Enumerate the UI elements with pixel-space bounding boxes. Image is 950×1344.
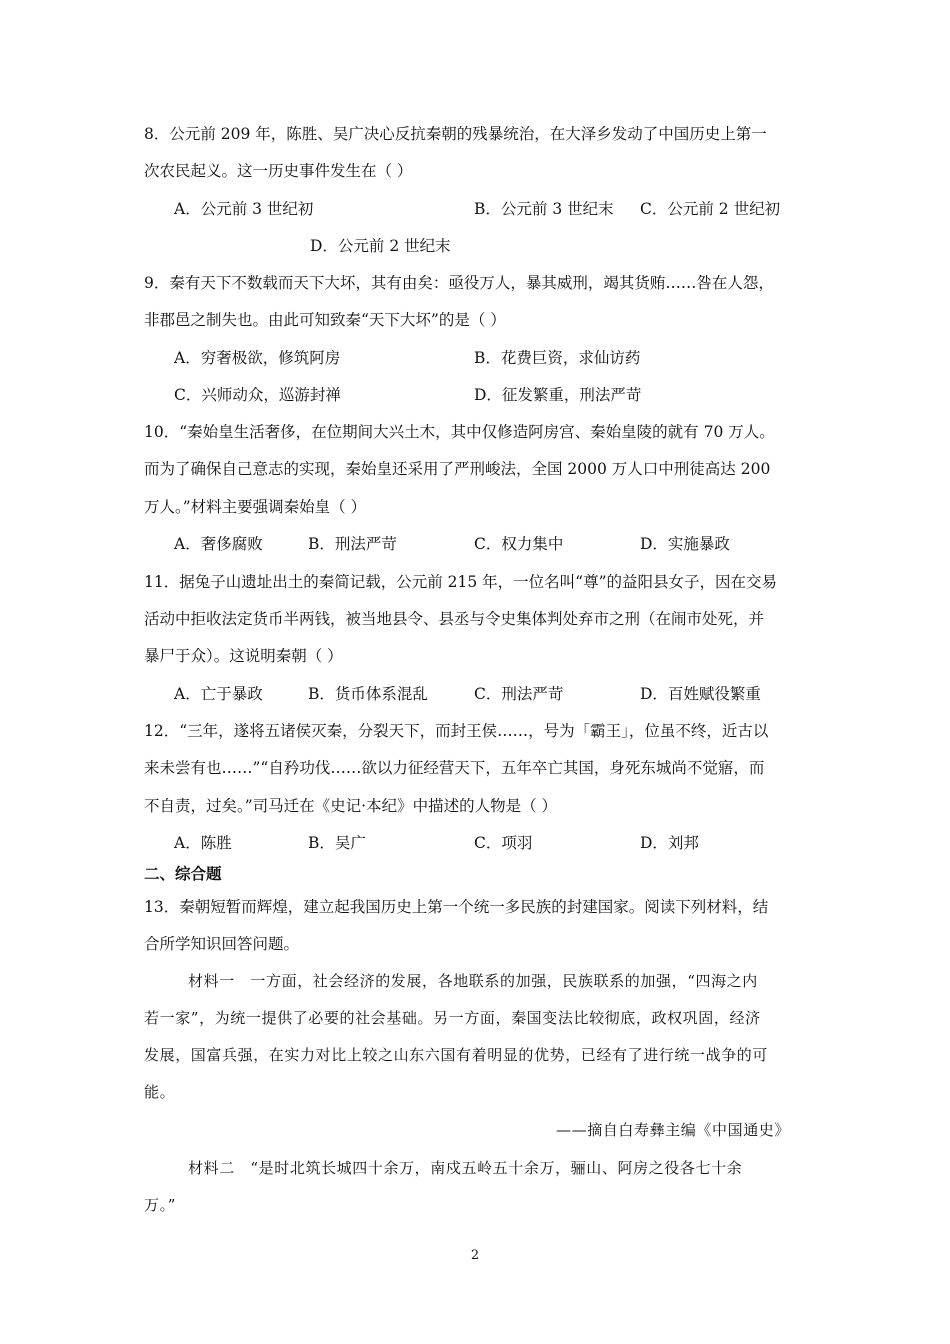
q9-option-a: A．穷奢极欲，修筑阿房: [174, 349, 341, 367]
material1-source: ——摘自白寿彝主编《中国通史》: [556, 1121, 791, 1139]
q12-stem-line1: 12．“三年，遂将五诸侯灭秦，分裂天下，而封王侯……，号为「霸王」，位虽不终，近古以: [144, 722, 769, 740]
material1-line3: 发展，国富兵强，在实力对比上较之山东六国有着明显的优势，已经有了进行统一战争的可: [144, 1046, 769, 1064]
q8-option-a: A．公元前 3 世纪初: [174, 200, 314, 218]
q10-stem-line1: 10．“秦始皇生活奢侈，在位期间大兴土木，其中仅修造阿房宫、秦始皇陵的就有 70 万人。: [144, 423, 775, 441]
material2-line2: 万。”: [144, 1196, 176, 1214]
q11-option-c: C．刑法严苛: [474, 685, 564, 703]
q9-stem-line2: 非郡邑之制失也。由此可知致秦“天下大坏”的是（ ）: [144, 311, 506, 329]
q11-stem-line3: 暴尸于众）。这说明秦朝（ ）: [144, 647, 343, 665]
q8-option-d: D．公元前 2 世纪末: [310, 237, 451, 255]
q11-option-a: A．亡于暴政: [174, 685, 263, 703]
material1-line1: 材料一 一方面，社会经济的发展，各地联系的加强，民族联系的加强，“四海之内: [188, 972, 758, 990]
q10-option-b: B．刑法严苛: [308, 535, 397, 553]
q12-stem-line3: 不自责，过矣。”司马迁在《史记·本纪》中描述的人物是（ ）: [144, 797, 558, 815]
q11-option-b: B．货币体系混乱: [308, 685, 428, 703]
q10-stem-line3: 万人。”材料主要强调秦始皇（ ）: [144, 498, 367, 516]
q9-stem-line1: 9．秦有天下不数载而天下大坏，其有由矣：亟役万人，暴其威刑，竭其货贿……咎在人怨，: [144, 274, 774, 292]
q13-stem-line2: 合所学知识回答问题。: [144, 935, 300, 953]
q12-stem-line2: 来未尝有也……”“自矜功伐……欲以力征经营天下，五年卒亡其国，身死东城尚不觉寤，而: [144, 759, 765, 777]
q8-stem-line2: 次农民起义。这一历史事件发生在（ ）: [144, 162, 413, 180]
q10-option-c: C．权力集中: [474, 535, 564, 553]
q8-option-c: C．公元前 2 世纪初: [640, 200, 781, 218]
q12-option-c: C．项羽: [474, 834, 533, 852]
material1-line2: 若一家”，为统一提供了必要的社会基础。另一方面，秦国变法比较彻底，政权巩固，经济: [144, 1009, 761, 1027]
q9-option-c: C．兴师动众，巡游封禅: [174, 386, 341, 404]
q8-stem-line1: 8．公元前 209 年，陈胜、吴广决心反抗秦朝的残暴统治，在大泽乡发动了中国历史上第一: [144, 125, 767, 143]
material1-line4: 能。: [144, 1083, 176, 1101]
q11-stem-line1: 11．据兔子山遗址出土的秦简记载，公元前 215 年，一位名叫“尊”的益阳县女子，因在交易: [144, 573, 778, 591]
q12-option-d: D．刘邦: [640, 834, 699, 852]
q12-option-b: B．吴广: [308, 834, 366, 852]
material2-line1: 材料二 “是时北筑长城四十余万，南戍五岭五十余万，骊山、阿房之役各七十余: [188, 1159, 743, 1177]
q11-option-d: D．百姓赋役繁重: [640, 685, 761, 703]
page-number: 2: [470, 1248, 480, 1263]
section-heading: 二、综合题: [144, 865, 222, 883]
q10-stem-line2: 而为了确保自己意志的实现，秦始皇还采用了严刑峻法，全国 2000 万人口中刑徒高达 200: [144, 460, 771, 478]
q8-option-b: B．公元前 3 世纪末: [474, 200, 614, 218]
q13-stem-line1: 13．秦朝短暂而辉煌，建立起我国历史上第一个统一多民族的封建国家。阅读下列材料，结: [144, 898, 769, 916]
q9-option-d: D．征发繁重，刑法严苛: [474, 386, 642, 404]
q9-option-b: B．花费巨资，求仙访药: [474, 349, 641, 367]
q11-stem-line2: 活动中拒收法定货币半两钱，被当地县令、县丞与令史集体判处弃市之刑（在闹市处死，并: [144, 610, 765, 628]
q10-option-a: A．奢侈腐败: [174, 535, 263, 553]
q12-option-a: A．陈胜: [174, 834, 232, 852]
q10-option-d: D．实施暴政: [640, 535, 730, 553]
